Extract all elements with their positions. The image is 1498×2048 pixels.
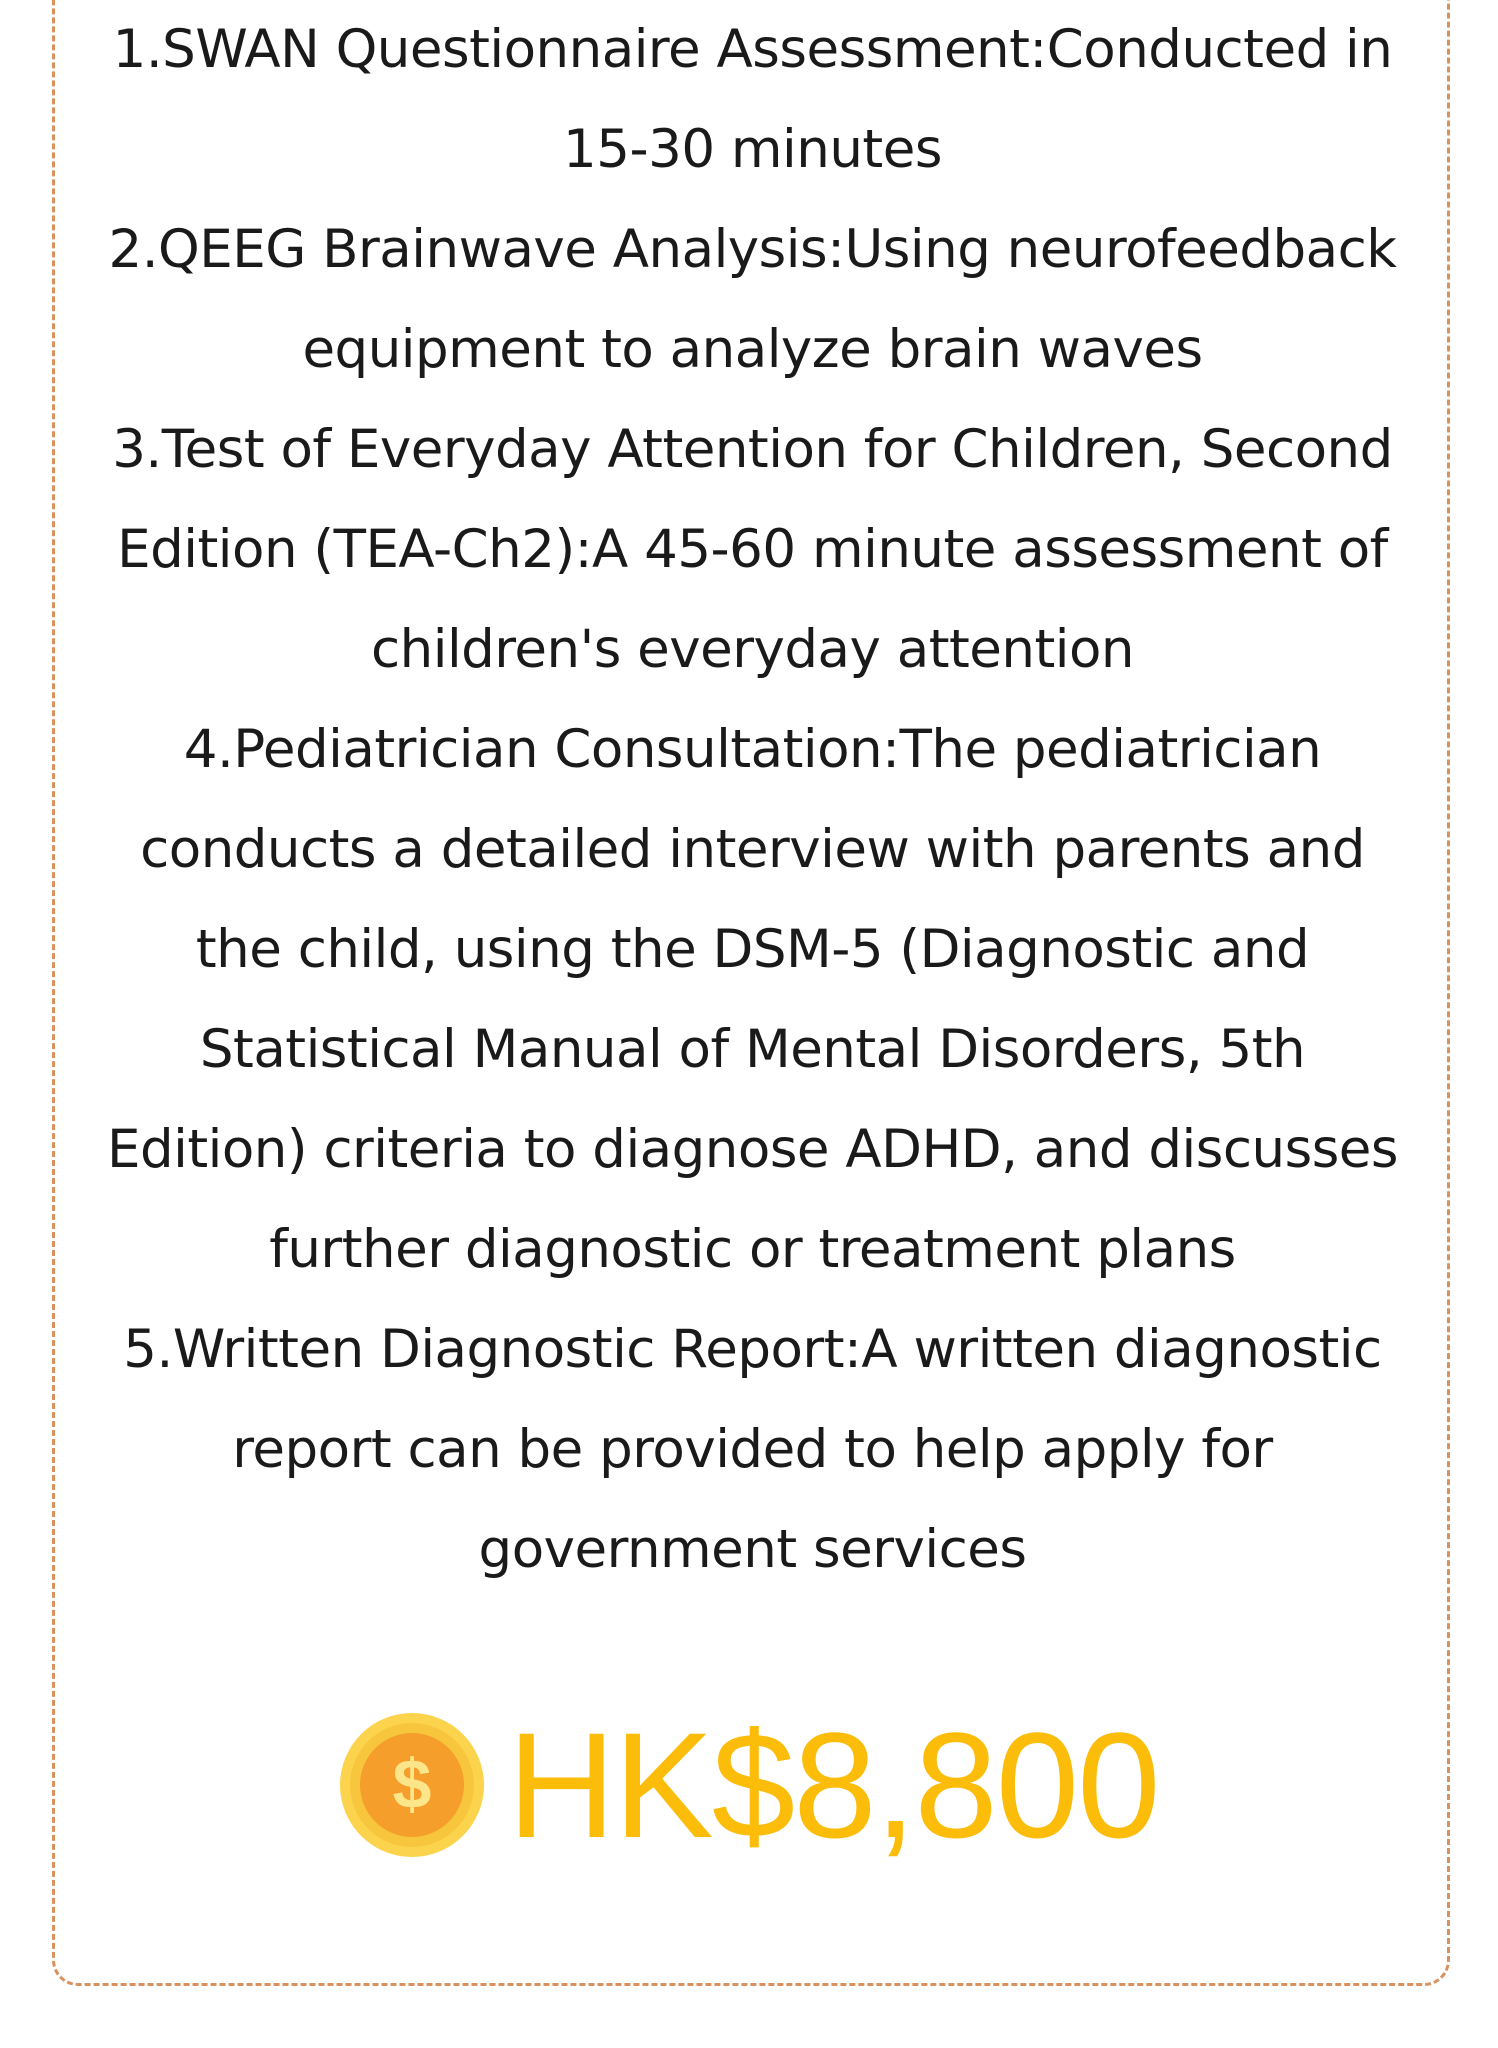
service-items-list [95,0,1410,1600]
service-item-swan: 1.SWAN Questionnaire Assessment:Conducted in 15-30 minutes [112,19,1393,180]
service-item-pediatrician: 4.Pediatrician Consultation:The pediatrician conducts a detailed interview with parents and the child, using the DSM-5 (Diagnostic and Statistical Manual of Mental Disorders, 5th Edition) criteria to diagnose ADHD, and discusses further diagnostic or treatment plans [106,719,1399,1280]
service-item-qeeg: 2.QEEG Brainwave Analysis:Using neurofeedback equipment to analyze brain waves [108,219,1397,380]
dollar-coin-icon [339,1712,485,1858]
service-item-report: 5.Written Diagnostic Report:A written diagnostic report can be provided to help apply for government services [123,1319,1382,1580]
price-row [0,1700,1498,1870]
svg-text:$: $ [392,1745,432,1823]
service-item-tea-ch2: 3.Test of Everyday Attention for Children, Second Edition (TEA-Ch2):A 45-60 minute assessment of children's everyday attention [112,419,1393,680]
price-amount: HK$8,800 [507,1701,1159,1869]
